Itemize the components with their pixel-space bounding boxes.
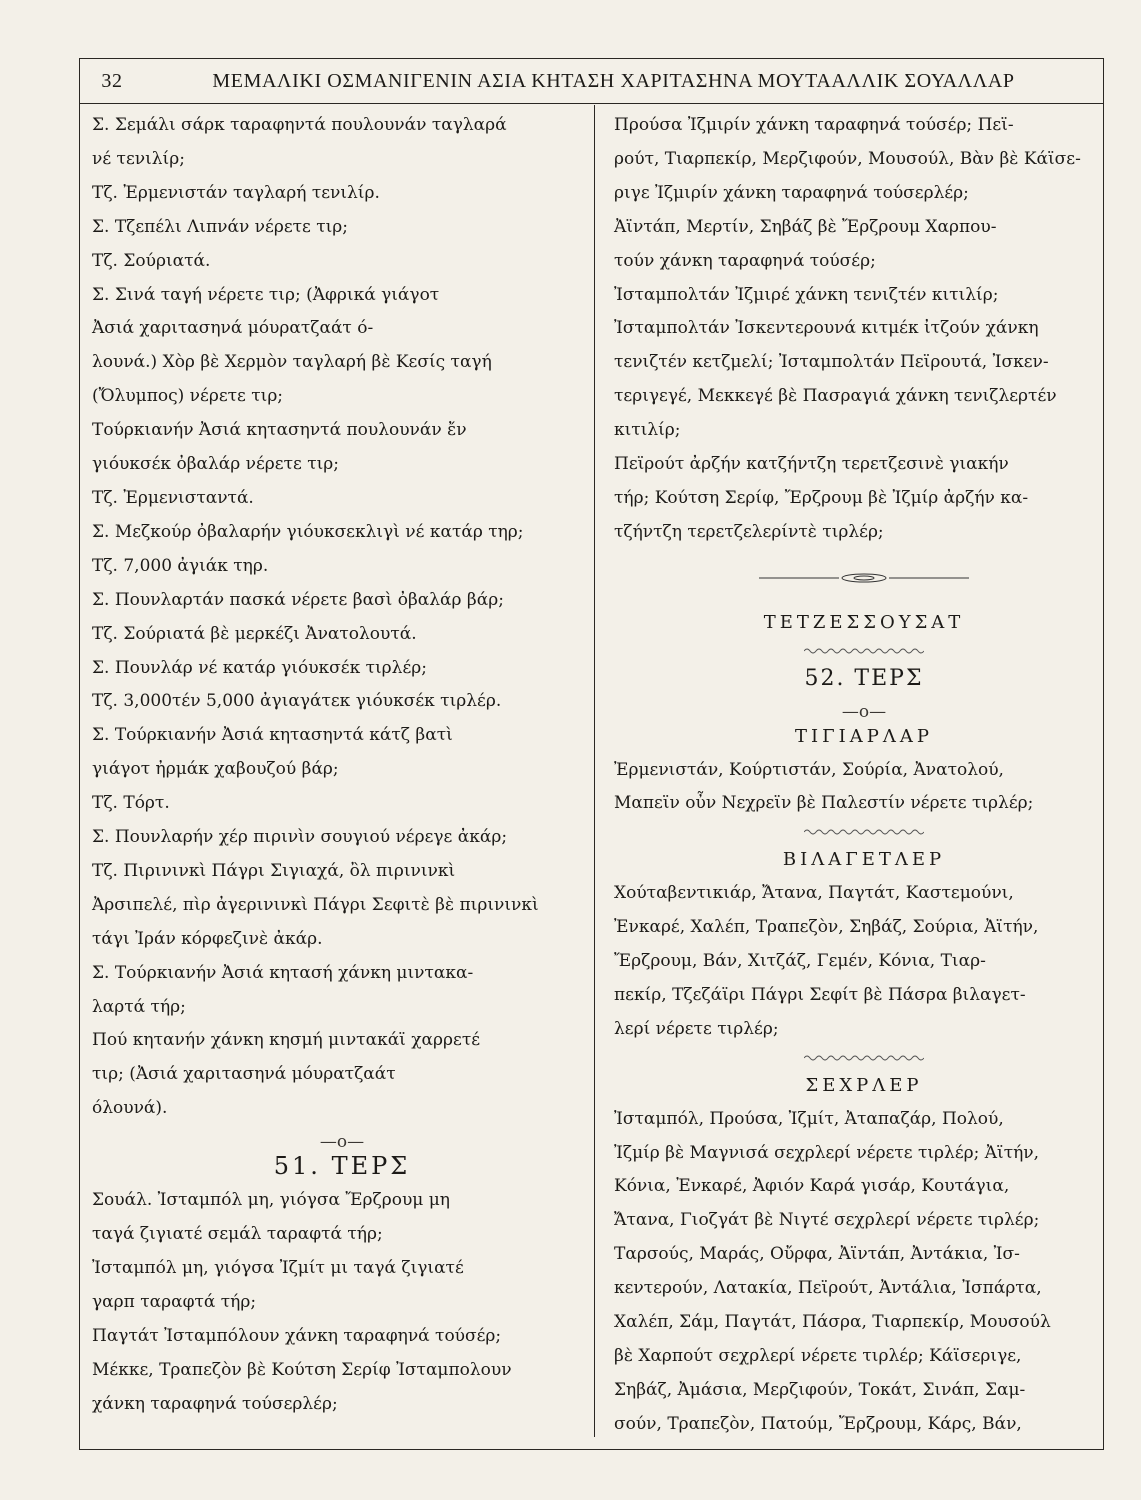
page-number: 32 (101, 69, 123, 92)
text-line: Σουάλ. Ἰσταμπόλ μη, γιόγσα Ἔρζρουμ μη (92, 1190, 450, 1211)
text-line: τάγι Ἰράν κόρφεζινὲ ἀκάρ. (92, 928, 323, 949)
text-line: Σ. Τούρκιανήν Ἀσιά κητασή χάνκη μιντακα- (92, 962, 474, 983)
text-line: Τζ. Σούριατά. (92, 250, 211, 271)
text-line: Ἐνκαρέ, Χαλέπ, Τραπεζὸν, Σηβάζ, Σούρια, Ἀϊτήν, (614, 917, 1039, 938)
text-line: Τζ. Ἐρμενιστάν ταγλαρή τενιλίρ. (92, 182, 380, 203)
text-line: γιάγοτ ἠρμάκ χαβουζού βάρ; (92, 759, 339, 780)
text-line: Ἰσταμπολτάν Ἰζμιρέ χάνκη τενιζτέν κιτιλίρ; (614, 284, 999, 305)
heading-tetzessousat: ΤΕΤΖΕΣΣΟΥΣΑΤ (763, 611, 965, 633)
text-line: τενιζτέν κετζμελί; Ἰσταμπολτάν Πεϊρουτά, Ἰσκεν- (614, 352, 1049, 373)
text-line: Ἰζμίρ βὲ Μαγνισά σεχρλερί νέρετε τιρλέρ; Ἀϊτήν, (614, 1142, 1040, 1163)
text-line: Ἀρσιπελέ, πὶρ ἀγερινινκὶ Πάγρι Σεφιτὲ βὲ πιρινινκὶ (92, 894, 539, 915)
text-line: Σ. Πουνλάρ νέ κατάρ γιόυκσέκ τιρλέρ; (92, 657, 427, 678)
text-line: Σ. Σεμάλι σάρκ ταραφηντά πουλουνάν ταγλαρά (92, 115, 507, 135)
text-line: Χούταβεντικιάρ, Ἄτανα, Παγτάτ, Καστεμούνι, (614, 883, 1014, 904)
text-line: τιρ; (Ἀσιά χαριτασηνά μόυρατζαάτ (92, 1064, 396, 1085)
text-line: τεριγεγέ, Μεκκεγέ βὲ Πασραγιά χάνκη τενιζλερτέν (614, 386, 1057, 407)
text-line: Πού κητανήν χάνκη κησμή μιντακάϊ χαρρετέ (92, 1030, 481, 1051)
wavy-rule-2 (614, 821, 1114, 843)
divider-right: —o— (841, 701, 887, 722)
text-line: νέ τενιλίρ; (92, 148, 185, 169)
text-line: Τζ. Τόρτ. (92, 793, 170, 814)
text-line: ρούτ, Τιαρπεκίρ, Μερζιφούν, Μουσούλ, Βὰν βὲ Κάϊσε- (614, 148, 1081, 169)
text-line: ταγά ζιγιατέ σεμάλ ταραφτά τήρ; (92, 1224, 383, 1244)
text-line: Σ. Πουνλαρήν χέρ πιρινὶν σουγιού νέρεγε ἀκάρ; (92, 827, 508, 848)
text-line: λουνά.) Χὸρ βὲ Χερμὸν ταγλαρή βὲ Κεσίς ταγή (92, 352, 492, 373)
text-line: λερί νέρετε τιρλέρ; (614, 1018, 779, 1039)
text-line: Σ. Πουνλαρτάν πασκά νέρετε βασὶ ὀβαλάρ βάρ; (92, 589, 504, 610)
page-header (80, 59, 1103, 104)
left-body (92, 109, 592, 1126)
text-line: Τζ. 3,000τέν 5,000 ἀγιαγάτεκ γιόυκσέκ τιρλέρ. (92, 691, 502, 712)
text-line: Ἰσταμπολτάν Ἰσκεντερουνά κιτμέκ ἰτζούν χάνκη (614, 318, 1039, 339)
text-line: Σ. Τούρκιανήν Ἀσιά κητασηντά κάτζ βατὶ (92, 725, 453, 746)
text-line: Ἰσταμπόλ, Προύσα, Ἰζμίτ, Ἀταπαζάρ, Πολού, (614, 1108, 1004, 1129)
ornament-icon (759, 571, 969, 585)
text-line: κιτιλίρ; (614, 420, 681, 441)
text-line: χάνκη ταραφηνά τούσερλέρ; (92, 1393, 338, 1414)
text-line: Τζ. Σούριατά βὲ μερκέζι Ἀνατολουτά. (92, 623, 417, 644)
text-line: Τζ. Ἐρμενισταντά. (92, 487, 254, 508)
text-line: Ταρσούς, Μαράς, Οὔρφα, Ἀϊντάπ, Ἀντάκια, Ἰσ- (614, 1244, 1020, 1265)
text-line: Ἄτανα, Γιοζγάτ βὲ Νιγτέ σεχρλερί νέρετε τιρλέρ; (614, 1210, 1040, 1231)
text-line: γαρπ ταραφτά τήρ; (92, 1291, 257, 1312)
section-tigiarlar-title: ΤΙΓΙΑΡΛΑΡ (795, 725, 933, 747)
text-line: Σ. Μεζκούρ ὀβαλαρήν γιόυκσεκλιγὶ νέ κατάρ τηρ; (92, 521, 524, 542)
page-frame (79, 58, 1104, 1450)
lesson-51-title: 51. ΤΕΡΣ (273, 1152, 411, 1181)
text-line: Τζ. 7,000 ἀγιάκ τηρ. (92, 555, 269, 576)
running-title: ΜΕΜΑΛΙΚΙ ΟΣΜΑΝΙΓΕΝΙΝ ΑΣΙΑ ΚΗΤΑΣΗ ΧΑΡΙΤΑΣΗΝΑ ΜΟΥΤΑΑΛΛΙΚ ΣΟΥΑΛΛΑΡ (212, 69, 1015, 92)
text-line: Παγτάτ Ἰσταμπόλουν χάνκη ταραφηνά τούσέρ; (92, 1325, 502, 1346)
text-line: ριγε Ἰζμιρίν χάνκη ταραφηνά τούσερλέρ; (614, 182, 969, 203)
wavy-icon (804, 1054, 924, 1062)
text-line: Τούρκιανήν Ἀσιά κητασηντά πουλουνάν ἔν (92, 420, 467, 441)
left-column (92, 109, 592, 1421)
text-line: Μέκκε, Τραπεζὸν βὲ Κούτση Σερίφ Ἰσταμπολουν (92, 1359, 512, 1380)
section-sehrler-body (614, 1103, 1114, 1442)
section-vilagetler-title: ΒΙΛΑΓΕΤΛΕΡ (782, 849, 946, 871)
text-line: τούν χάνκη ταραφηνά τούσέρ; (614, 250, 876, 271)
text-line: Ἐρμενιστάν, Κούρτιστάν, Σούρία, Ἀνατολού, (614, 759, 1004, 780)
text-line: Σηβάζ, Ἀμάσια, Μερζιφούν, Τοκάτ, Σινάπ, Σαμ- (614, 1379, 1026, 1400)
ornament-rule (614, 550, 1114, 606)
section-tigiarlar-body (614, 754, 1114, 822)
text-line: Ἀσιά χαριτασηνά μόυρατζαάτ ό- (92, 318, 374, 339)
text-line: Ἀϊντάπ, Μερτίν, Σηβάζ βὲ Ἔρζρουμ Χαρπου- (614, 216, 997, 237)
text-line: Τζ. Πιρινινκὶ Πάγρι Σιγιαχά, ὂλ πιρινινκὶ (92, 860, 456, 881)
text-line: Πεϊρούτ ἀρζήν κατζήντζη τερετζεσινὲ γιακήν (614, 454, 1009, 475)
lesson-51-body (92, 1184, 592, 1421)
text-line: Κόνια, Ἐνκαρέ, Ἀφιόν Καρά γισάρ, Κουτάγια, (614, 1176, 1010, 1197)
divider-left: —o— (319, 1132, 365, 1153)
lesson-52-title: 52. ΤΕΡΣ (804, 665, 924, 691)
section-vilagetler-body (614, 877, 1114, 1047)
wavy-rule (614, 640, 1114, 662)
wavy-icon (804, 828, 924, 836)
right-column (614, 109, 1114, 1442)
text-line: Προύσα Ἰζμιρίν χάνκη ταραφηνά τούσέρ; Πεϊ- (614, 115, 1014, 135)
wavy-rule-3 (614, 1047, 1114, 1069)
text-line: Μαπεϊν οὖν Νεχρεϊν βὲ Παλεστίν νέρετε τιρλέρ; (614, 793, 1034, 814)
text-line: βὲ Χαρπούτ σεχρλερί νέρετε τιρλέρ; Κάϊσεριγε, (614, 1346, 1022, 1366)
right-body-top (614, 109, 1114, 550)
text-line: τήρ; Κούτση Σερίφ, Ἔρζρουμ βὲ Ἰζμίρ ἀρζήν κα- (614, 487, 1029, 508)
text-line: όλουνά). (92, 1098, 168, 1119)
text-line: Χαλέπ, Σάμ, Παγτάτ, Πάσρα, Τιαρπεκίρ, Μουσούλ (614, 1312, 1051, 1333)
section-sehrler-title: ΣΕΧΡΛΕΡ (805, 1074, 923, 1096)
text-line: (Ὄλυμπος) νέρετε τιρ; (92, 386, 284, 407)
text-line: Σ. Τζεπέλι Λιπνάν νέρετε τιρ; (92, 216, 349, 237)
text-line: πεκίρ, Τζεζάϊρι Πάγρι Σεφίτ βὲ Πάσρα βιλαγετ- (614, 984, 1026, 1005)
text-line: σούν, Τραπεζὸν, Πατούμ, Ἔρζρουμ, Κάρς, Βάν, (614, 1413, 1022, 1434)
text-line: γιόυκσέκ ὀβαλάρ νέρετε τιρ; (92, 454, 340, 475)
text-line: τζήντζη τερετζελερίντὲ τιρλέρ; (614, 521, 884, 542)
text-line: Σ. Σινά ταγή νέρετε τιρ; (Ἀφρικά γιάγοτ (92, 284, 440, 305)
text-line: Ἔρζρουμ, Βάν, Χιτζάζ, Γεμέν, Κόνια, Τιαρ- (614, 951, 986, 972)
column-rule (594, 105, 595, 1437)
text-line: λαρτά τήρ; (92, 996, 186, 1017)
wavy-icon (804, 647, 924, 655)
text-line: Ἰσταμπόλ μη, γιόγσα Ἰζμίτ μι ταγά ζιγιατέ (92, 1257, 464, 1278)
text-line: κεντερούν, Λατακία, Πεϊρούτ, Ἀντάλια, Ἰσπάρτα, (614, 1278, 1042, 1299)
